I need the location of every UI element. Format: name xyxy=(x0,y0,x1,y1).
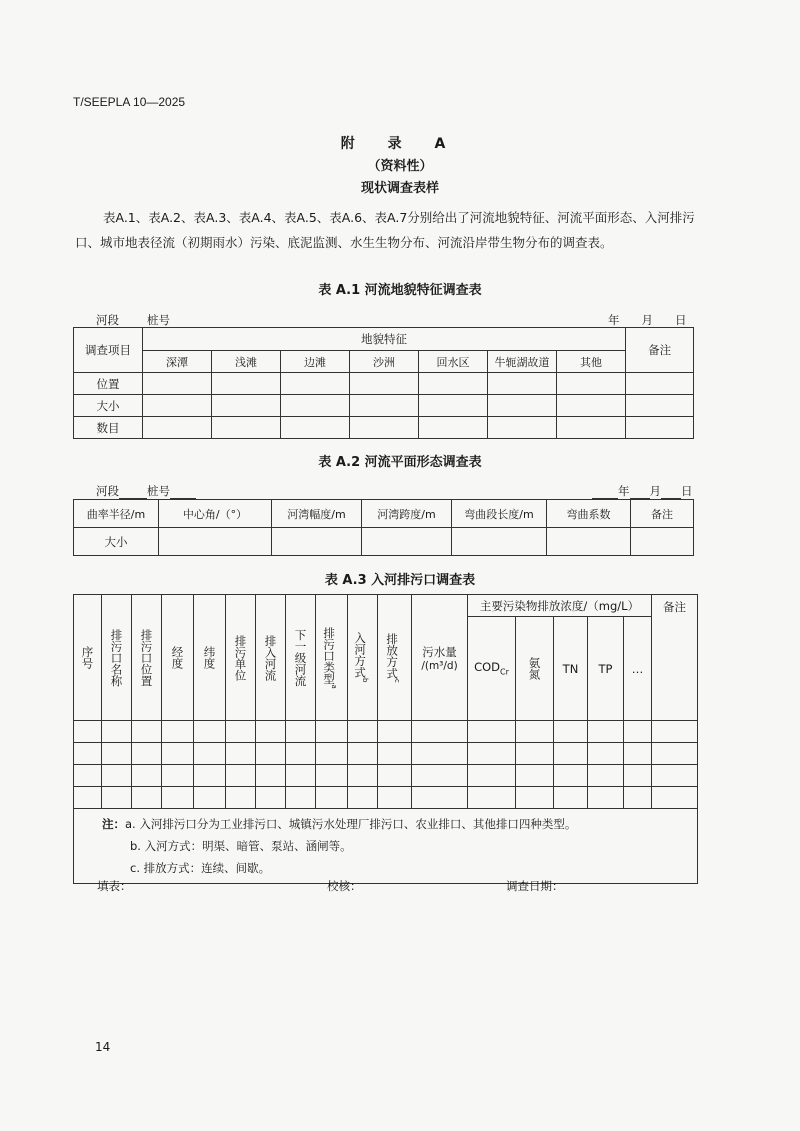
table-cell[interactable] xyxy=(226,765,256,787)
table-row xyxy=(74,395,694,417)
table-cell[interactable] xyxy=(348,743,378,765)
table-cell[interactable] xyxy=(226,787,256,809)
table-row xyxy=(74,373,694,395)
t3-notes xyxy=(74,809,698,884)
table-cell[interactable] xyxy=(626,395,694,417)
t3-header-tn: TN xyxy=(554,617,588,721)
t2-col: 河湾跨度/m xyxy=(362,500,452,528)
t3-header-sewage-volume xyxy=(412,595,468,721)
table-a2-meta-date: 年 月 日 xyxy=(592,483,693,499)
t3-header-outlet-name: 排污口名称 xyxy=(102,595,132,721)
t3-note-c: c. 排放方式：连续、间歇。 xyxy=(130,861,271,875)
table-cell[interactable] xyxy=(162,721,194,743)
table-cell[interactable] xyxy=(348,765,378,787)
table-row xyxy=(74,417,694,439)
table-a3-caption: 表 A.3 入河排污口调查表 xyxy=(324,573,476,588)
t3-header-next-river: 下一级河流 xyxy=(286,595,316,721)
table-cell[interactable] xyxy=(212,395,281,417)
table-cell[interactable] xyxy=(554,721,588,743)
survey-date-label: 调查日期： xyxy=(506,879,564,893)
table-cell[interactable] xyxy=(624,721,652,743)
table-cell[interactable] xyxy=(226,721,256,743)
table-cell[interactable] xyxy=(378,721,412,743)
table-row xyxy=(74,721,698,743)
table-cell[interactable] xyxy=(143,417,212,439)
table-cell[interactable] xyxy=(143,395,212,417)
table-row xyxy=(74,743,698,765)
table-cell[interactable] xyxy=(588,787,624,809)
table-cell[interactable] xyxy=(652,765,698,787)
t1-col: 边滩 xyxy=(281,351,350,373)
table-cell[interactable] xyxy=(132,765,162,787)
table-cell[interactable] xyxy=(350,373,419,395)
checked-by-label: 校核： xyxy=(327,879,362,893)
t3-header-discharge-method: 排放方式$^c$ xyxy=(378,595,412,721)
t1-col: 沙洲 xyxy=(350,351,419,373)
table-a2-meta-left: 河段 桩号 xyxy=(96,483,196,499)
table-cell[interactable] xyxy=(378,743,412,765)
table-cell[interactable] xyxy=(378,787,412,809)
table-cell[interactable] xyxy=(132,743,162,765)
table-cell[interactable] xyxy=(102,743,132,765)
t3-sewage-label: 污水量 xyxy=(422,644,457,659)
table-row xyxy=(74,787,698,809)
t1-row-label: 大小 xyxy=(74,395,143,417)
table-cell[interactable] xyxy=(362,528,452,556)
table-cell[interactable] xyxy=(624,787,652,809)
t3-header-ammonia: 氨氮 xyxy=(516,617,554,721)
t2-col: 中心角/（°） xyxy=(159,500,272,528)
table-cell[interactable] xyxy=(102,787,132,809)
table-cell[interactable] xyxy=(547,528,631,556)
table-cell[interactable] xyxy=(281,417,350,439)
table-cell[interactable] xyxy=(102,721,132,743)
table-cell[interactable] xyxy=(286,743,316,765)
table-cell[interactable] xyxy=(452,528,547,556)
intro-paragraph: 表A.1、表A.2、表A.3、表A.4、表A.5、表A.6、表A.7分别给出了河流地貌特征、河流平面形态、入河排污口、城市地表径流（初期雨水）污染、底泥监测、水生生物分布、河流沿岸带生物分布的调查表。 xyxy=(75,210,695,250)
table-a1-meta-date: 年 月 日 xyxy=(578,312,687,328)
table-cell[interactable] xyxy=(624,743,652,765)
table-cell[interactable] xyxy=(488,395,557,417)
table-cell[interactable] xyxy=(419,417,488,439)
table-cell[interactable] xyxy=(286,787,316,809)
table-a1-meta-left: 河段 桩号 xyxy=(96,312,202,328)
t3-header-latitude: 纬度 xyxy=(194,595,226,721)
page-number: 14 xyxy=(95,1040,111,1054)
table-cell[interactable] xyxy=(316,787,348,809)
table-cell[interactable] xyxy=(412,743,468,765)
table-cell[interactable] xyxy=(212,373,281,395)
table-cell[interactable] xyxy=(74,721,102,743)
t1-row-label: 数目 xyxy=(74,417,143,439)
document-code: T/SEEPLA 10—2025 xyxy=(73,95,186,109)
appendix-subtitle: 现状调查表样 xyxy=(360,181,439,196)
table-cell[interactable] xyxy=(350,417,419,439)
t1-row-label: 位置 xyxy=(74,373,143,395)
table-cell[interactable] xyxy=(652,721,698,743)
table-cell[interactable] xyxy=(132,787,162,809)
table-cell[interactable] xyxy=(626,373,694,395)
table-cell[interactable] xyxy=(159,528,272,556)
table-cell[interactable] xyxy=(226,743,256,765)
table-cell[interactable] xyxy=(316,721,348,743)
table-a1-caption: 表 A.1 河流地貌特征调查表 xyxy=(318,283,482,298)
table-a2 xyxy=(73,499,694,556)
table-cell[interactable] xyxy=(102,765,132,787)
table-cell[interactable] xyxy=(557,373,626,395)
t2-col: 曲率半径/m xyxy=(74,500,159,528)
table-cell[interactable] xyxy=(652,743,698,765)
table-cell[interactable] xyxy=(272,528,362,556)
table-cell[interactable] xyxy=(554,787,588,809)
table-cell[interactable] xyxy=(412,721,468,743)
table-cell[interactable] xyxy=(74,765,102,787)
table-cell[interactable] xyxy=(316,743,348,765)
t1-col: 深潭 xyxy=(143,351,212,373)
table-cell[interactable] xyxy=(516,787,554,809)
table-cell[interactable] xyxy=(588,765,624,787)
table-cell[interactable] xyxy=(162,743,194,765)
table-cell[interactable] xyxy=(212,417,281,439)
table-cell[interactable] xyxy=(468,765,516,787)
t3-header-discharge-unit: 排污单位 xyxy=(226,595,256,721)
appendix-nature: （资料性） xyxy=(367,159,433,174)
t3-header-more: … xyxy=(624,617,652,721)
table-cell[interactable] xyxy=(348,721,378,743)
t1-header-remark: 备注 xyxy=(626,328,694,373)
table-cell[interactable] xyxy=(554,765,588,787)
table-cell[interactable] xyxy=(412,765,468,787)
table-cell[interactable] xyxy=(194,743,226,765)
table-cell[interactable] xyxy=(468,743,516,765)
t3-header-receiving-river: 排入河流 xyxy=(256,595,286,721)
table-cell[interactable] xyxy=(516,743,554,765)
t1-col: 牛轭湖故道 xyxy=(488,351,557,373)
table-cell[interactable] xyxy=(256,721,286,743)
table-cell[interactable] xyxy=(74,787,102,809)
table-cell[interactable] xyxy=(162,787,194,809)
table-cell[interactable] xyxy=(468,721,516,743)
t3-note-b: b. 入河方式：明渠、暗管、泵站、涵闸等。 xyxy=(130,839,352,853)
table-a3 xyxy=(73,594,698,884)
t3-header-tp: TP xyxy=(588,617,624,721)
table-row xyxy=(74,765,698,787)
table-cell[interactable] xyxy=(557,395,626,417)
table-cell[interactable] xyxy=(588,743,624,765)
table-cell[interactable] xyxy=(488,417,557,439)
table-cell[interactable] xyxy=(626,417,694,439)
table-cell[interactable] xyxy=(554,743,588,765)
table-cell[interactable] xyxy=(281,395,350,417)
table-cell[interactable] xyxy=(516,721,554,743)
table-cell[interactable] xyxy=(588,721,624,743)
table-cell[interactable] xyxy=(419,395,488,417)
table-cell[interactable] xyxy=(194,765,226,787)
table-cell[interactable] xyxy=(488,373,557,395)
table-cell[interactable] xyxy=(256,787,286,809)
table-cell[interactable] xyxy=(350,395,419,417)
table-cell[interactable] xyxy=(286,721,316,743)
t3-header-cod: $COD_{Cr}$ xyxy=(468,617,516,721)
appendix-title: 附 录 A xyxy=(340,136,460,152)
table-cell[interactable] xyxy=(194,721,226,743)
t2-col: 备注 xyxy=(631,500,694,528)
t3-header-entry-method: 入河方式$^b$ xyxy=(348,595,378,721)
t3-header-outlet-type: 排污口类型$^a$ xyxy=(316,595,348,721)
table-cell[interactable] xyxy=(256,765,286,787)
t1-col: 其他 xyxy=(557,351,626,373)
table-cell[interactable] xyxy=(557,417,626,439)
t2-row-label: 大小 xyxy=(74,528,159,556)
table-cell[interactable] xyxy=(412,787,468,809)
table-cell[interactable] xyxy=(631,528,694,556)
table-cell[interactable] xyxy=(624,765,652,787)
t2-col: 弯曲段长度/m xyxy=(452,500,547,528)
table-cell[interactable] xyxy=(74,743,102,765)
table-cell[interactable] xyxy=(316,765,348,787)
t2-col: 河湾幅度/m xyxy=(272,500,362,528)
table-cell[interactable] xyxy=(286,765,316,787)
t3-header-index: 序号 xyxy=(74,595,102,721)
t1-col: 浅滩 xyxy=(212,351,281,373)
t3-header-pollutant-group: 主要污染物排放浓度/（mg/L） xyxy=(468,595,652,617)
table-cell[interactable] xyxy=(143,373,212,395)
table-cell[interactable] xyxy=(256,743,286,765)
table-cell[interactable] xyxy=(281,373,350,395)
table-a1 xyxy=(73,327,694,439)
table-cell[interactable] xyxy=(194,787,226,809)
t3-header-outlet-location: 排污口位置 xyxy=(132,595,162,721)
t3-header-remark: 备注 xyxy=(652,595,698,721)
t2-col: 弯曲系数 xyxy=(547,500,631,528)
table-cell[interactable] xyxy=(348,787,378,809)
t1-header-survey-item: 调查项目 xyxy=(74,328,143,373)
table-cell[interactable] xyxy=(132,721,162,743)
table-a2-caption: 表 A.2 河流平面形态调查表 xyxy=(318,455,482,470)
t3-note-a: 注：a. 入河排污口分为工业排污口、城镇污水处理厂排污口、农业排口、其他排口四种类型。 xyxy=(102,817,577,831)
t3-header-longitude: 经度 xyxy=(162,595,194,721)
table-cell[interactable] xyxy=(468,787,516,809)
filled-by-label: 填表： xyxy=(97,879,132,893)
table-cell[interactable] xyxy=(162,765,194,787)
t3-sewage-unit: /(m³/d) xyxy=(421,659,458,672)
table-cell[interactable] xyxy=(652,787,698,809)
t1-col: 回水区 xyxy=(419,351,488,373)
table-cell[interactable] xyxy=(378,765,412,787)
table-cell[interactable] xyxy=(516,765,554,787)
table-row xyxy=(74,528,694,556)
t1-header-group: 地貌特征 xyxy=(143,328,626,351)
table-cell[interactable] xyxy=(419,373,488,395)
